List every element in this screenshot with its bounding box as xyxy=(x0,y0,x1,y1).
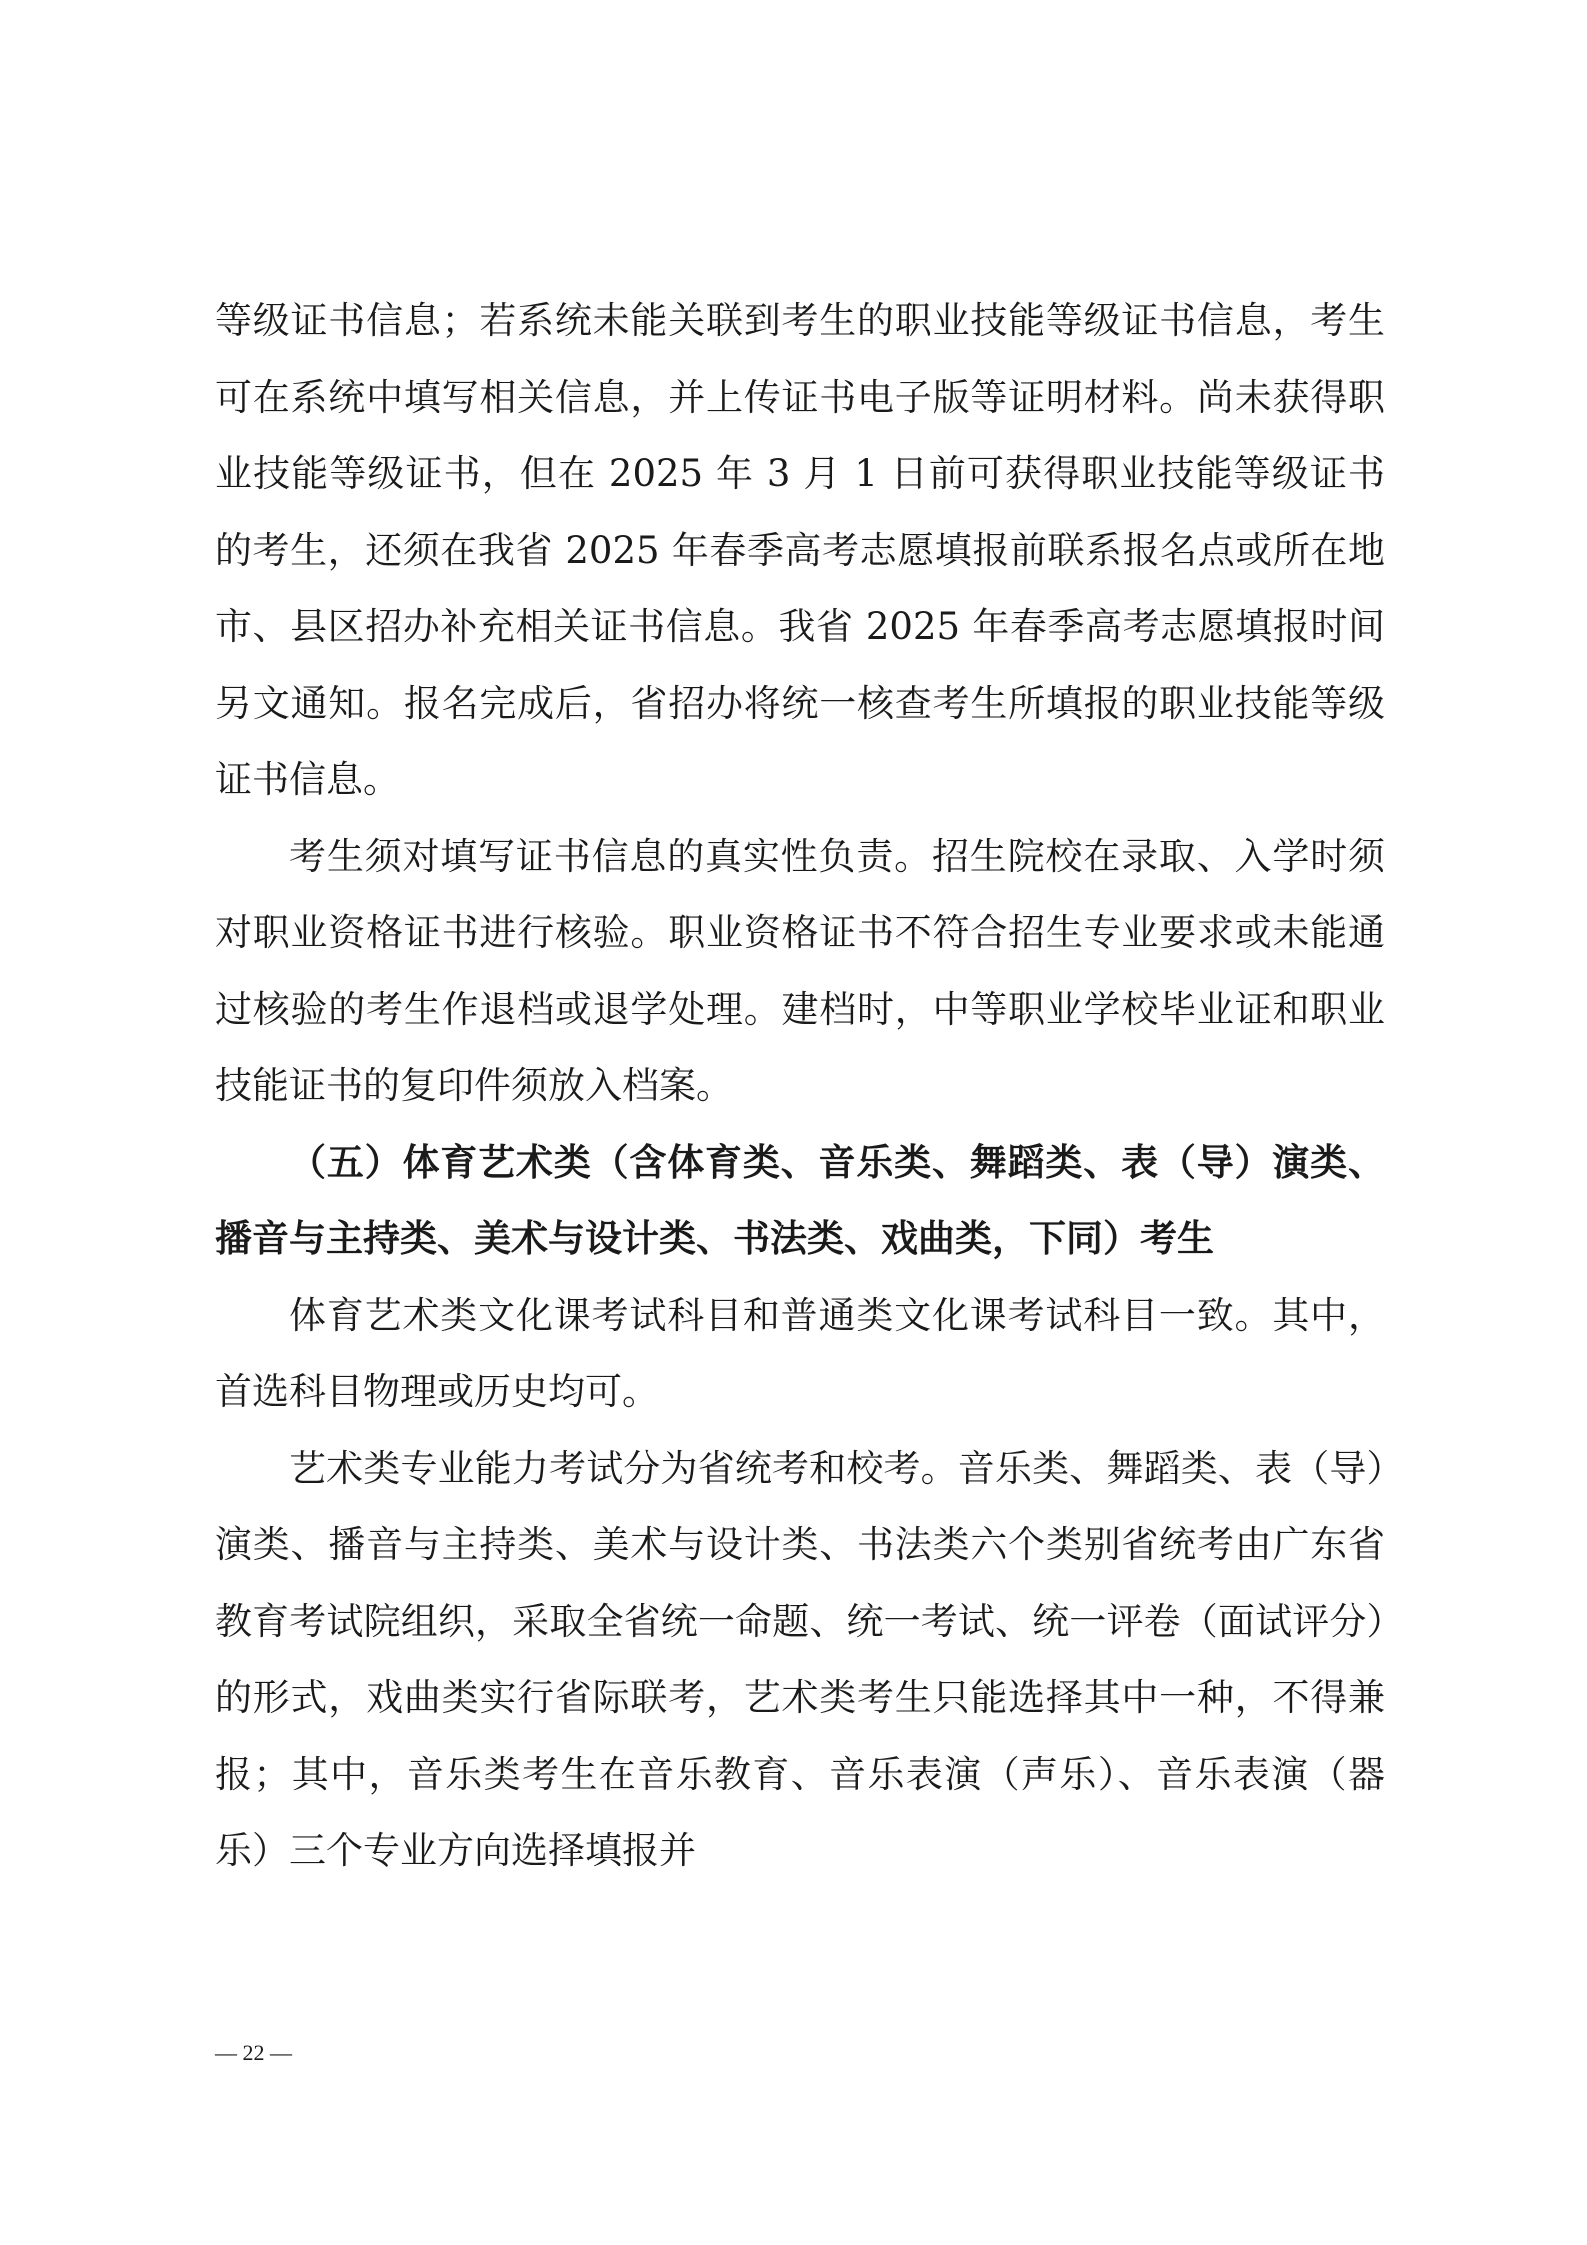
paragraph-continuation: 等级证书信息；若系统未能关联到考生的职业技能等级证书信息，考生可在系统中填写相关信息，并上传证书电子版等证明材料。尚未获得职业技能等级证书，但在 2025 年 3 月 1 日前可获得职业技能等级证书的考生，还须在我省 2025 年春季高考志愿填报前联系报名点或所在地市、县区招办补充相关证书信息。我省 2025 年春季高考志愿填报时间另文通知。报名完成后，省招办将统一核查考生所填报的职业技能等级证书信息。 xyxy=(215,299,1385,801)
page-number: — 22 — xyxy=(215,2040,292,2065)
paragraph-art-exams: 艺术类专业能力考试分为省统考和校考。音乐类、舞蹈类、表（导）演类、播音与主持类、美术与设计类、书法类六个类别省统考由广东省教育考试院组织，采取全省统一命题、统一考试、统一评卷（面试评分）的形式，戏曲类实行省际联考，艺术类考生只能选择其中一种，不得兼报；其中，音乐类考生在音乐教育、音乐表演（声乐）、音乐表演（器乐）三个专业方向选择填报并 xyxy=(215,1446,1385,1872)
paragraph-certificate-verification: 考生须对填写证书信息的真实性负责。招生院校在录取、入学时须对职业资格证书进行核验。职业资格证书不符合招生专业要求或未能通过核验的考生作退档或退学处理。建档时，中等职业学校毕业证和职业技能证书的复印件须放入档案。 xyxy=(215,834,1385,1107)
paragraph-culture-subjects: 体育艺术类文化课考试科目和普通类文化课考试科目一致。其中，首选科目物理或历史均可。 xyxy=(215,1293,1385,1413)
document-body xyxy=(215,283,1385,1890)
section-heading-sports-arts: （五）体育艺术类（含体育类、音乐类、舞蹈类、表（导）演类、播音与主持类、美术与设计类、书法类、戏曲类，下同）考生 xyxy=(215,1140,1385,1260)
